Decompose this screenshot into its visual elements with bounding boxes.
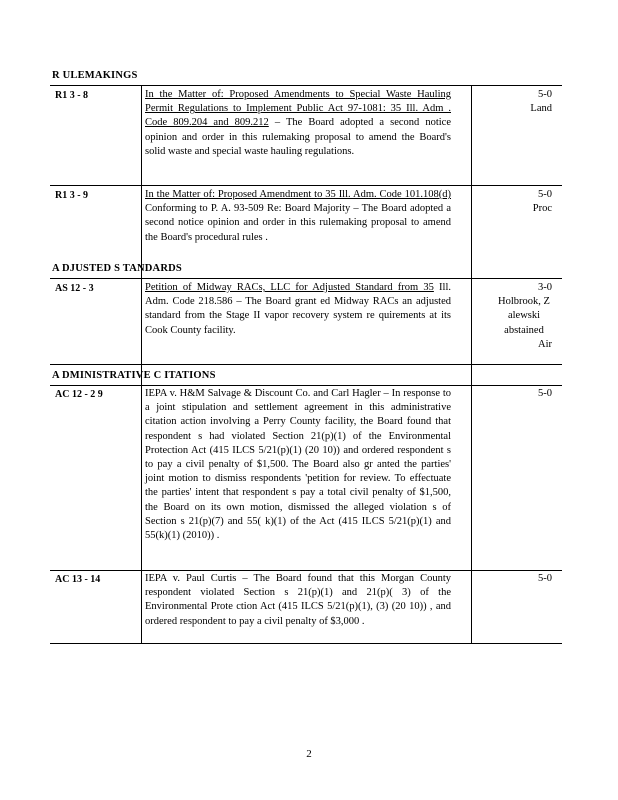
row-divider <box>50 364 562 365</box>
vote-category: Proc <box>532 203 552 215</box>
vote-count: 5-0 <box>538 89 552 100</box>
table-rule <box>50 278 562 279</box>
vote-cell <box>462 387 552 401</box>
entry-body: IEPA v. H&M Salvage & Discount Co. and Carl Hagler – In response to a joint stipulation and settlement agreement in this administrative citation action involving a Perry County facility, the Board found that respondent s had violated Section 21(p)(1) of the Environmental Protection Act (415 ILCS 5/21(p)(1) (20 10)) and ordered respondent s to pay a civil penalty of $1,500. The Board also gr anted the parties' joint motion to dismiss respondents 'petition for review. To effectuate the parties' intent that respondent s pay a total civil penalty of $1,500, the Board on its own motion, dismissed the alleged violation s of Section s 21(p)(7) and 55( k)(1) of the Act (415 ILCS 5/21(p)(1) and 55(k)(1) (2010)) . <box>145 388 451 542</box>
docket-number: AC 12 - 2 9 <box>55 389 103 400</box>
section-heading-adjusted-standards: A DJUSTED S TANDARDS <box>52 263 182 274</box>
column-divider <box>141 245 142 364</box>
entry-body: Conforming to P. A. 93-509 Re: Board Majority – The Board adopted a second notice opinion and order in this rulemaking proposal to amend the Board's procedural rules . <box>145 203 451 243</box>
docket-number: AS 12 - 3 <box>55 283 94 294</box>
vote-count: 5-0 <box>538 388 552 399</box>
table-rule <box>50 85 562 86</box>
section-heading-administrative-citations: A DMINISTRATIVE C ITATIONS <box>52 370 216 381</box>
table-bottom-rule <box>50 643 562 644</box>
entry-description <box>145 572 451 629</box>
docket-number: R1 3 - 9 <box>55 190 89 201</box>
vote-count: 5-0 <box>538 189 552 200</box>
column-divider <box>141 364 142 644</box>
entry-description <box>145 188 451 245</box>
column-divider <box>471 364 472 644</box>
entry-body: IEPA v. Paul Curtis – The Board found that this Morgan County respondent violated Section s 21(p)(1) and 21(p)( 3) of the Environmental Prote ction Act (415 ILCS 5/21(p)(1), (3) (20 10)) , and ordered respondent to pay a civil penalty of $3,000 . <box>145 573 451 627</box>
entry-title: In the Matter of: Proposed Amendments to Special Waste Hauling Permit Regulations to Implement Public Act 97-1081: 35 Ill. Adm . Code 809.204 and 809.212 <box>145 89 451 129</box>
docket-number: R1 3 - 8 <box>55 90 89 101</box>
table-rule <box>50 385 562 386</box>
vote-cell <box>462 188 552 216</box>
vote-cell <box>462 88 552 116</box>
entry-body: – The Board adopted a second notice opinion and order in this rulemaking proposal to amend the Board's solid waste and special waste hauling regulations. <box>145 117 451 157</box>
row-divider <box>50 185 562 186</box>
vote-cell <box>482 281 552 352</box>
entry-description <box>145 88 451 159</box>
vote-category: Air <box>538 338 552 350</box>
page-number: 2 <box>306 748 312 760</box>
section-heading-rulemakings: R ULEMAKINGS <box>52 70 138 81</box>
column-divider <box>471 245 472 364</box>
entry-body: Ill. Adm. Code 218.586 – The Board grant ed Midway RACs an adjusted standard from the Stage II vapor recovery system re quirements at its Cook County facility. <box>145 282 451 336</box>
vote-note: Holbrook, Z alewski abstained <box>498 296 550 336</box>
entry-title: Petition of Midway RACs, LLC for Adjusted Standard from 35 <box>145 282 434 293</box>
docket-number: AC 13 - 14 <box>55 574 101 585</box>
entry-title: In the Matter of: Proposed Amendment to 35 Ill. Adm. Code 101.108(d) <box>145 189 451 200</box>
row-divider <box>50 570 562 571</box>
vote-count: 3-0 <box>538 282 552 293</box>
vote-count: 5-0 <box>538 573 552 584</box>
vote-category: Land <box>530 103 552 115</box>
entry-description <box>145 281 451 338</box>
column-divider <box>141 85 142 245</box>
vote-cell <box>462 572 552 586</box>
entry-description <box>145 387 451 543</box>
